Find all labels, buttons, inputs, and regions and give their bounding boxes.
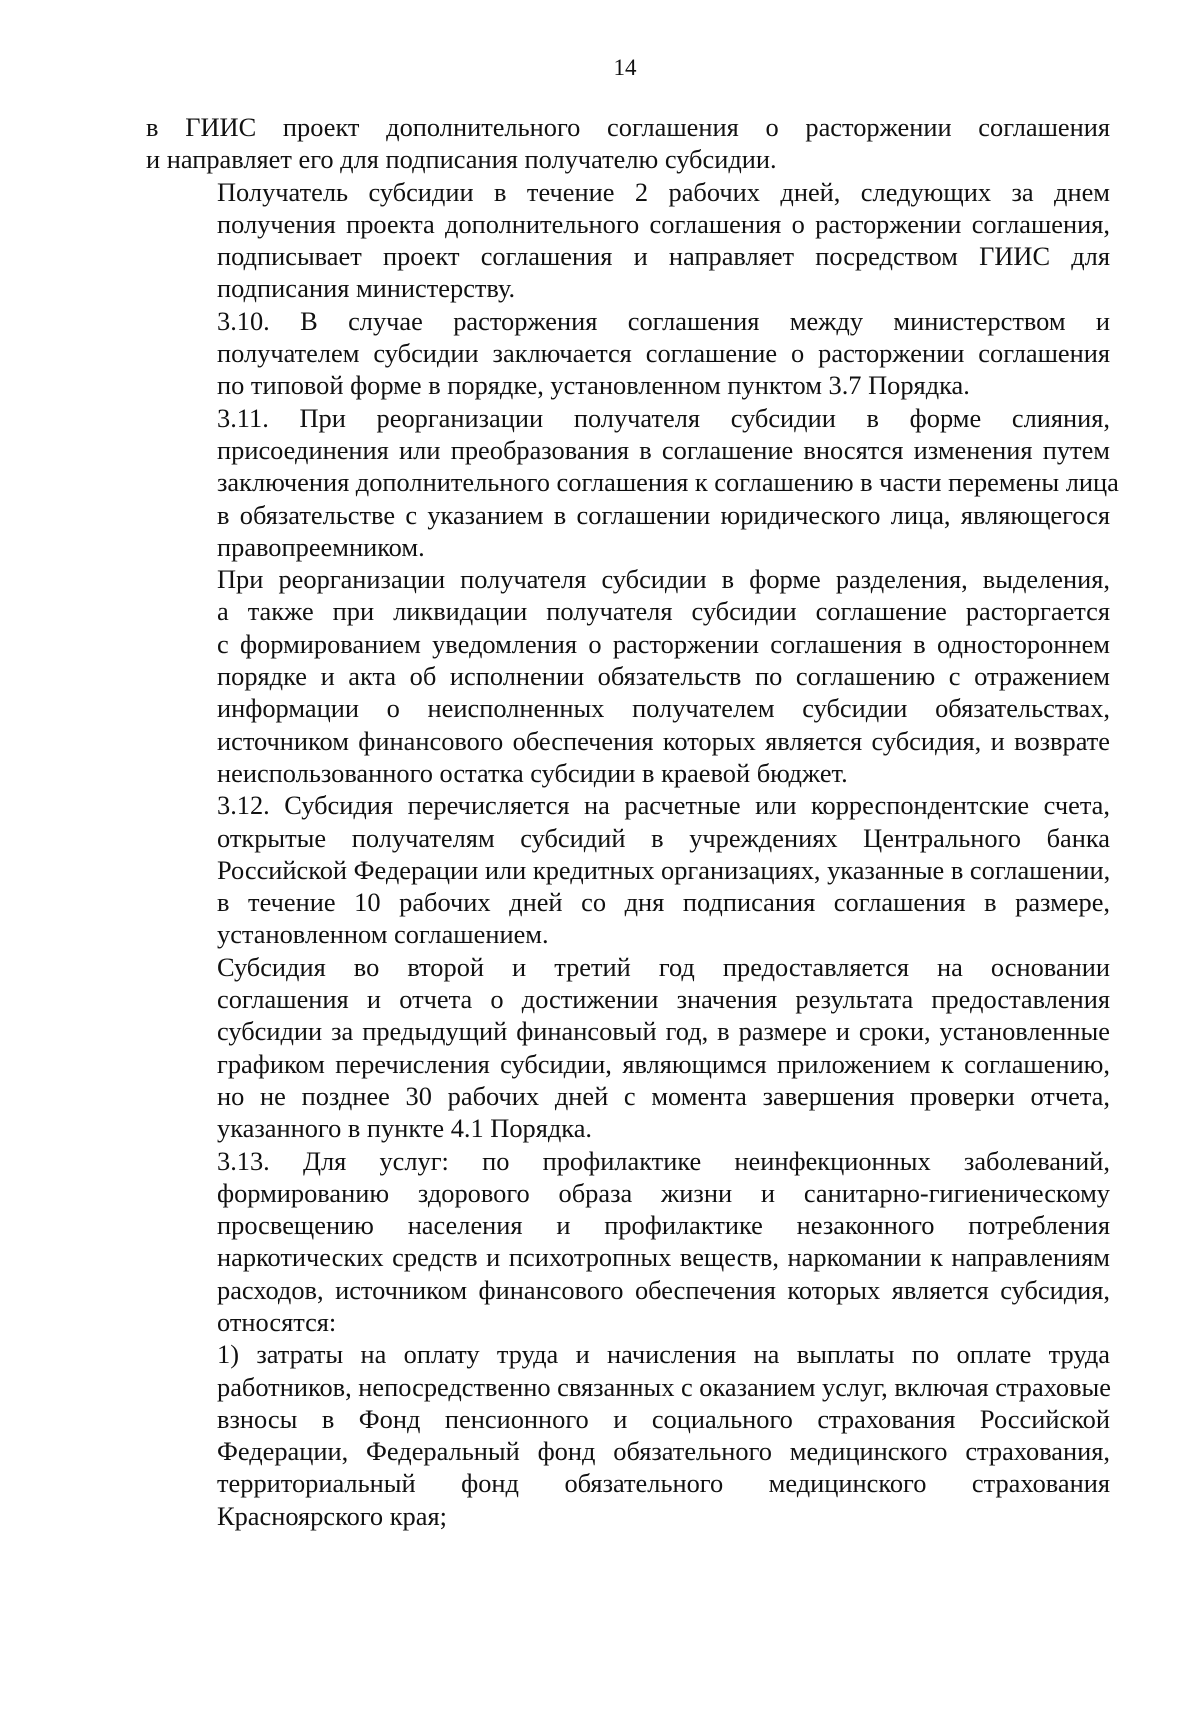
text-line: указанного в пункте 4.1 Порядка. — [217, 1113, 593, 1144]
text-line: Российской Федерации или кредитных организациях, указанные в соглашении, — [217, 854, 1111, 885]
paragraph — [146, 111, 1110, 176]
paragraph — [146, 563, 1110, 789]
text-line: относятся: — [217, 1306, 337, 1337]
text-line: правопреемником. — [217, 531, 425, 562]
text-line: соглашения и отчета о достижении значения результата предоставления — [217, 984, 1110, 1015]
text-line: 3.12. Субсидия перечисляется на расчетные или корреспондентские счета, — [217, 790, 1110, 821]
text-line: подписания министерству. — [217, 273, 516, 304]
paragraph — [146, 789, 1110, 950]
text-line: При реорганизации получателя субсидии в форме разделения, выделения, — [217, 564, 1110, 595]
text-line: Федерации, Федеральный фонд обязательного медицинского страхования, — [217, 1436, 1110, 1467]
text-line: неиспользованного остатка субсидии в краевой бюджет. — [217, 757, 848, 788]
paragraph — [146, 305, 1110, 402]
text-line: 3.10. В случае расторжения соглашения между министерством и — [217, 305, 1110, 336]
text-line: территориальный фонд обязательного медицинского страхования — [217, 1468, 1110, 1499]
paragraph — [146, 1145, 1110, 1339]
text-line: формированию здорового образа жизни и санитарно-гигиеническому — [217, 1177, 1110, 1208]
text-line: но не позднее 30 рабочих дней с момента завершения проверки отчета, — [217, 1080, 1110, 1111]
text-line: установленном соглашением. — [217, 919, 549, 950]
text-line: порядке и акта об исполнении обязательств по соглашению с отражением — [217, 661, 1110, 692]
text-line: источником финансового обеспечения которых является субсидия, и возврате — [217, 725, 1110, 756]
text-line: Получатель субсидии в течение 2 рабочих дней, следующих за днем — [217, 176, 1110, 207]
text-line: взносы в Фонд пенсионного и социального страхования Российской — [217, 1403, 1110, 1434]
text-line: а также при ликвидации получателя субсидии соглашение расторгается — [217, 596, 1110, 627]
text-line: в обязательстве с указанием в соглашении юридического лица, являющегося — [217, 499, 1110, 530]
text-line: работников, непосредственно связанных с оказанием услуг, включая страховые — [217, 1371, 1111, 1402]
text-line: подписывает проект соглашения и направляет посредством ГИИС для — [217, 241, 1110, 272]
paragraph — [146, 951, 1110, 1145]
text-line: 3.11. При реорганизации получателя субсидии в форме слияния, — [217, 402, 1110, 433]
page-number: 14 — [613, 55, 637, 80]
text-line: графиком перечисления субсидии, являющимся приложением к соглашению, — [217, 1048, 1110, 1079]
text-line: информации о неисполненных получателем субсидии обязательствах, — [217, 693, 1110, 724]
text-line: в ГИИС проект дополнительного соглашения о расторжении соглашения — [146, 112, 1110, 142]
text-line: с формированием уведомления о расторжении соглашения в одностороннем — [217, 628, 1110, 659]
text-line: по типовой форме в порядке, установленном пунктом 3.7 Порядка. — [217, 370, 970, 401]
paragraph — [146, 1338, 1110, 1532]
text-line: Субсидия во второй и третий год предоставляется на основании — [217, 951, 1110, 982]
text-line: наркотических средств и психотропных веществ, наркомании к направлениям — [217, 1242, 1110, 1273]
text-line: 3.13. Для услуг: по профилактике неинфекционных заболеваний, — [217, 1145, 1110, 1176]
text-line: и направляет его для подписания получателю субсидии. — [146, 144, 777, 175]
text-line: Красноярского края; — [217, 1500, 447, 1531]
text-line: в течение 10 рабочих дней со дня подписания соглашения в размере, — [217, 887, 1110, 918]
text-line: получателем субсидии заключается соглашение о расторжении соглашения — [217, 338, 1110, 369]
text-line: получения проекта дополнительного соглашения о расторжении соглашения, — [217, 208, 1110, 239]
paragraph — [146, 402, 1119, 563]
text-line: просвещению населения и профилактике незаконного потребления — [217, 1210, 1110, 1241]
text-line: субсидии за предыдущий финансовый год, в размере и сроки, установленные — [217, 1016, 1110, 1047]
text-line: 1) затраты на оплату труда и начисления на выплаты по оплате труда — [217, 1339, 1110, 1370]
text-line: заключения дополнительного соглашения к соглашению в части перемены лица — [217, 467, 1119, 498]
text-line: расходов, источником финансового обеспечения которых является субсидия, — [217, 1274, 1110, 1305]
text-line: открытые получателям субсидий в учреждениях Центрального банка — [217, 822, 1110, 853]
document-body — [146, 111, 1119, 1532]
paragraph — [146, 176, 1110, 305]
text-line: присоединения или преобразования в соглашение вносятся изменения путем — [217, 434, 1110, 465]
